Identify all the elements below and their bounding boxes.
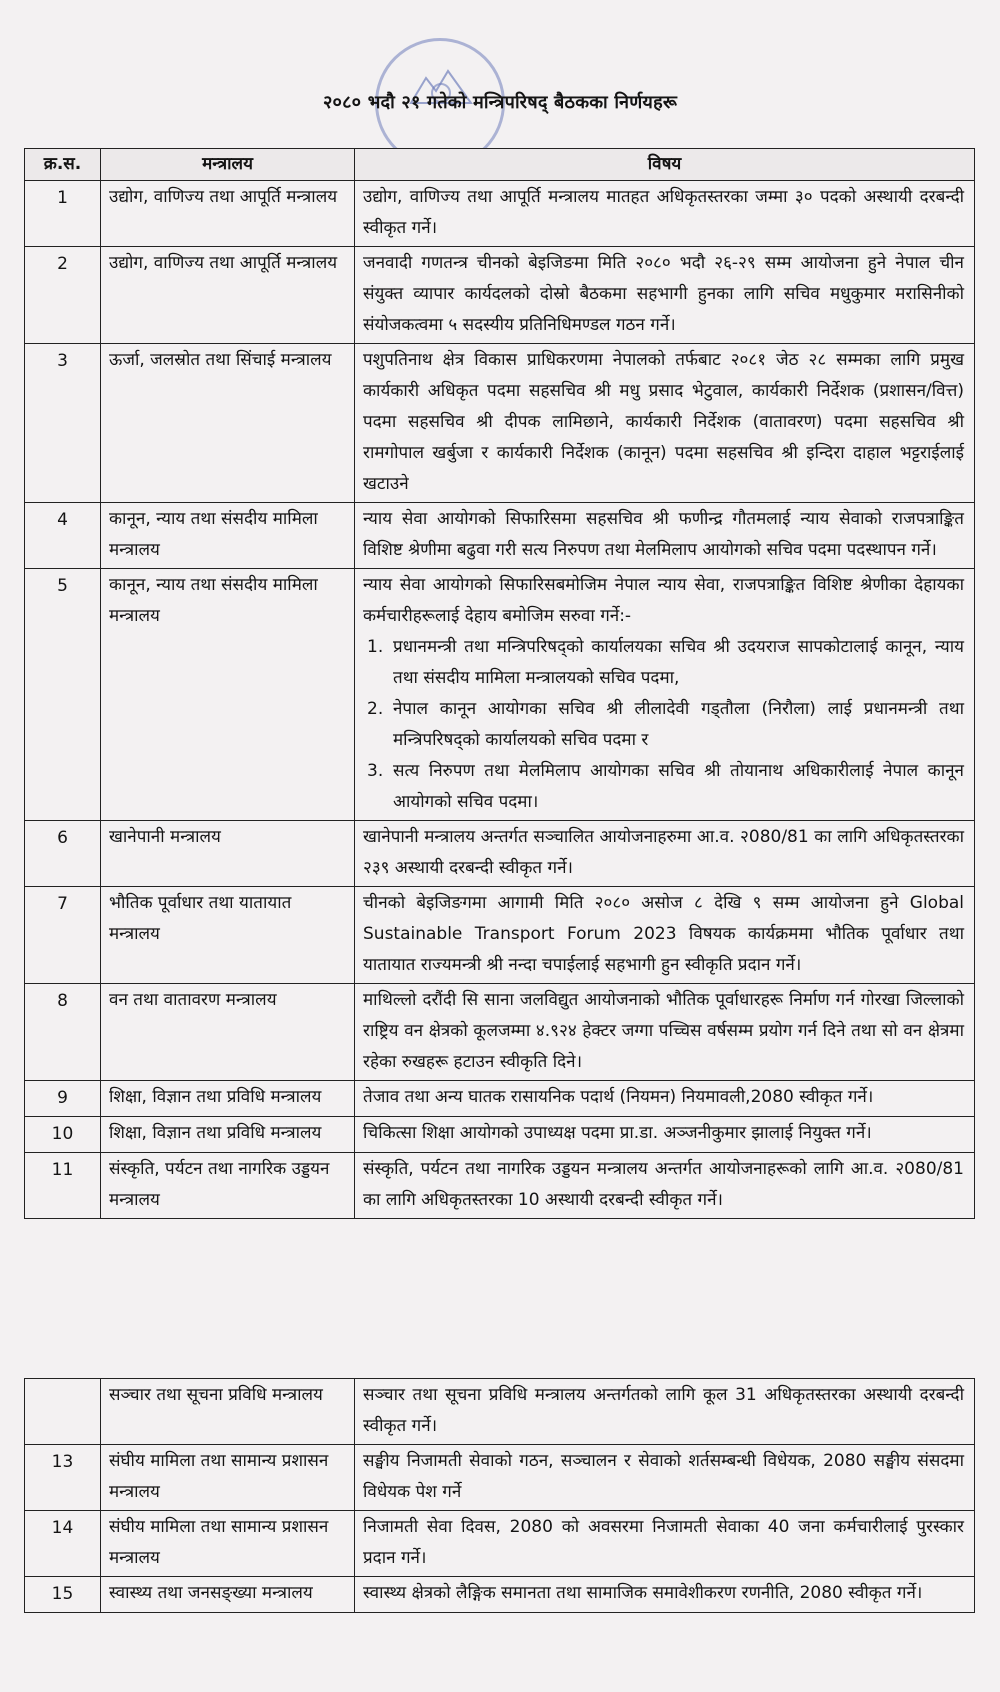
list-item-text: नेपाल कानून आयोगका सचिव श्री लीलादेवी गड्तौला (निरौला) लाई प्रधानमन्त्री तथा मन्त्रिपरिषद्को कार्यालयको सचिव पदमा र	[393, 699, 964, 750]
serial-number: 7	[25, 887, 101, 984]
decision-list-item	[367, 756, 964, 818]
serial-number: 5	[25, 569, 101, 821]
table-row	[25, 1577, 975, 1613]
table-row	[25, 181, 975, 247]
decision-subject: माथिल्लो दरौंदी सि साना जलविद्युत आयोजनाको भौतिक पूर्वाधारहरू निर्माण गर्न गोरखा जिल्लाको राष्ट्रिय वन क्षेत्रको कूलजम्मा ४.९२४ हेक्टर जग्गा पच्चिस वर्षसम्म प्रयोग गर्न दिने तथा सो वन क्षेत्रमा रहेका रुखहरू हटाउन स्वीकृति दिने।	[355, 984, 975, 1081]
serial-number: 15	[25, 1577, 101, 1613]
table-row	[25, 569, 975, 821]
decision-subject: चिकित्सा शिक्षा आयोगको उपाध्यक्ष पदमा प्रा.डा. अञ्जनीकुमार झालाई नियुक्त गर्ने।	[355, 1117, 975, 1153]
decision-subject: तेजाव तथा अन्य घातक रासायनिक पदार्थ (नियमन) नियमावली,2080 स्वीकृत गर्ने।	[355, 1081, 975, 1117]
decision-list-item	[367, 694, 964, 756]
decision-subject: खानेपानी मन्त्रालय अन्तर्गत सञ्चालित आयोजनाहरुमा आ.व. २080/81 का लागि अधिकृतस्तरका २३९ अस्थायी दरबन्दी स्वीकृत गर्ने।	[355, 821, 975, 887]
decision-subject: सञ्चार तथा सूचना प्रविधि मन्त्रालय अन्तर्गतको लागि कूल 31 अधिकृतस्तरका अस्थायी दरबन्दी स्वीकृत गर्ने।	[355, 1379, 975, 1445]
serial-number: 8	[25, 984, 101, 1081]
table-row	[25, 344, 975, 503]
decision-subject: पशुपतिनाथ क्षेत्र विकास प्राधिकरणमा नेपालको तर्फबाट २०८१ जेठ २८ सम्मका लागि प्रमुख कार्यकारी अधिकृत पदमा सहसचिव श्री मधु प्रसाद भेटुवाल, कार्यकारी निर्देशक (प्रशासन/वित्त) पदमा सहसचिव श्री दीपक लामिछाने, कार्यकारी निर्देशक (वातावरण) पदमा सहसचिव श्री रामगोपाल खर्बुजा र कार्यकारी निर्देशक (कानून) पदमा सहसचिव श्री इन्दिरा दाहाल भट्टराईलाई खटाउने	[355, 344, 975, 503]
ministry-name: संघीय मामिला तथा सामान्य प्रशासन मन्त्रालय	[101, 1511, 355, 1577]
ministry-name: शिक्षा, विज्ञान तथा प्रविधि मन्त्रालय	[101, 1117, 355, 1153]
table-row	[25, 1445, 975, 1511]
ministry-name: कानून, न्याय तथा संसदीय मामिला मन्त्रालय	[101, 569, 355, 821]
serial-number: 6	[25, 821, 101, 887]
decision-subject: न्याय सेवा आयोगको सिफारिसमा सहसचिव श्री फणीन्द्र गौतमलाई न्याय सेवाको राजपत्राङ्कित विशिष्ट श्रेणीमा बढुवा गरी सत्य निरुपण तथा मेलमिलाप आयोगको सचिव पदमा पदस्थापन गर्ने।	[355, 503, 975, 569]
ministry-name: खानेपानी मन्त्रालय	[101, 821, 355, 887]
serial-number: 1	[25, 181, 101, 247]
table-row	[25, 1379, 975, 1445]
serial-number: 9	[25, 1081, 101, 1117]
ministry-name: भौतिक पूर्वाधार तथा यातायात मन्त्रालय	[101, 887, 355, 984]
ministry-name: उद्योग, वाणिज्य तथा आपूर्ति मन्त्रालय	[101, 247, 355, 344]
decision-intro: न्याय सेवा आयोगको सिफारिसबमोजिम नेपाल न्याय सेवा, राजपत्राङ्कित विशिष्ट श्रेणीका देहायका कर्मचारीहरूलाई देहाय बमोजिम सरुवा गर्ने:-	[363, 575, 964, 626]
decision-subject: जनवादी गणतन्त्र चीनको बेइजिङमा मिति २०८० भदौ २६-२९ सम्म आयोजना हुने नेपाल चीन संयुक्त व्यापार कार्यदलको दोस्रो बैठकमा सहभागी हुनका लागि सचिव मधुकुमार मरासिनीको संयोजकत्वमा ५ सदस्यीय प्रतिनिधिमण्डल गठन गर्ने।	[355, 247, 975, 344]
table-row	[25, 1117, 975, 1153]
table-row	[25, 1081, 975, 1117]
table-row	[25, 887, 975, 984]
serial-number	[25, 1379, 101, 1445]
decision-subject: चीनको बेइजिङगमा आगामी मिति २०८० असोज ८ देखि ९ सम्म आयोजना हुने Global Sustainable Transport Forum 2023 विषयक कार्यक्रममा भौतिक पूर्वाधार तथा यातायात राज्यमन्त्री श्री नन्दा चपाईलाई सहभागी हुन स्वीकृति प्रदान गर्ने।	[355, 887, 975, 984]
table-row	[25, 247, 975, 344]
serial-number: 14	[25, 1511, 101, 1577]
decision-subject: संस्कृति, पर्यटन तथा नागरिक उड्डयन मन्त्रालय अन्तर्गत आयोजनाहरूको लागि आ.व. २080/81 का लागि अधिकृतस्तरका 10 अस्थायी दरबन्दी स्वीकृत गर्ने।	[355, 1153, 975, 1219]
header-serial: क्र.स.	[25, 149, 101, 181]
ministry-name: स्वास्थ्य तथा जनसङ्ख्या मन्त्रालय	[101, 1577, 355, 1613]
decisions-table	[24, 148, 975, 1219]
header-subject: विषय	[355, 149, 975, 181]
list-item-number: 2.	[367, 699, 384, 719]
header-ministry: मन्त्रालय	[101, 149, 355, 181]
serial-number: 10	[25, 1117, 101, 1153]
serial-number: 11	[25, 1153, 101, 1219]
table-row	[25, 821, 975, 887]
decisions-table-continued	[24, 1378, 975, 1613]
list-item-text: सत्य निरुपण तथा मेलमिलाप आयोगका सचिव श्री तोयानाथ अधिकारीलाई नेपाल कानून आयोगको सचिव पदमा।	[393, 761, 964, 812]
decision-subject: निजामती सेवा दिवस, 2080 को अवसरमा निजामती सेवाका 40 जना कर्मचारीलाई पुरस्कार प्रदान गर्ने।	[355, 1511, 975, 1577]
ministry-name: कानून, न्याय तथा संसदीय मामिला मन्त्रालय	[101, 503, 355, 569]
table-row	[25, 984, 975, 1081]
ministry-name: संघीय मामिला तथा सामान्य प्रशासन मन्त्रालय	[101, 1445, 355, 1511]
ministry-name: शिक्षा, विज्ञान तथा प्रविधि मन्त्रालय	[101, 1081, 355, 1117]
decision-subject: उद्योग, वाणिज्य तथा आपूर्ति मन्त्रालय मातहत अधिकृतस्तरका जम्मा ३० पदको अस्थायी दरबन्दी स्वीकृत गर्ने।	[355, 181, 975, 247]
list-item-text: प्रधानमन्त्री तथा मन्त्रिपरिषद्को कार्यालयका सचिव श्री उदयराज सापकोटालाई कानून, न्याय तथा संसदीय मामिला मन्त्रालयको सचिव पदमा,	[393, 637, 964, 688]
decision-subject: सङ्घीय निजामती सेवाको गठन, सञ्चालन र सेवाको शर्तसम्बन्धी विधेयक, 2080 सङ्घीय संसदमा विधेयक पेश गर्ने	[355, 1445, 975, 1511]
ministry-name: उद्योग, वाणिज्य तथा आपूर्ति मन्त्रालय	[101, 181, 355, 247]
table-row	[25, 1153, 975, 1219]
list-item-number: 3.	[367, 761, 384, 781]
ministry-name: वन तथा वातावरण मन्त्रालय	[101, 984, 355, 1081]
decision-subject: स्वास्थ्य क्षेत्रको लैङ्गिक समानता तथा सामाजिक समावेशीकरण रणनीति, 2080 स्वीकृत गर्ने।	[355, 1577, 975, 1613]
list-item-number: 1.	[367, 637, 384, 657]
table-row	[25, 503, 975, 569]
serial-number: 2	[25, 247, 101, 344]
table-header-row	[25, 149, 975, 181]
ministry-name: संस्कृति, पर्यटन तथा नागरिक उड्डयन मन्त्रालय	[101, 1153, 355, 1219]
ministry-name: ऊर्जा, जलस्रोत तथा सिंचाई मन्त्रालय	[101, 344, 355, 503]
decision-subject	[355, 569, 975, 821]
ministry-name: सञ्चार तथा सूचना प्रविधि मन्त्रालय	[101, 1379, 355, 1445]
page-title: २०८० भदौ २१ गतेको मन्त्रिपरिषद् बैठकका निर्णयहरू	[322, 92, 678, 113]
serial-number: 13	[25, 1445, 101, 1511]
serial-number: 3	[25, 344, 101, 503]
decision-list-item	[367, 632, 964, 694]
table-row	[25, 1511, 975, 1577]
serial-number: 4	[25, 503, 101, 569]
